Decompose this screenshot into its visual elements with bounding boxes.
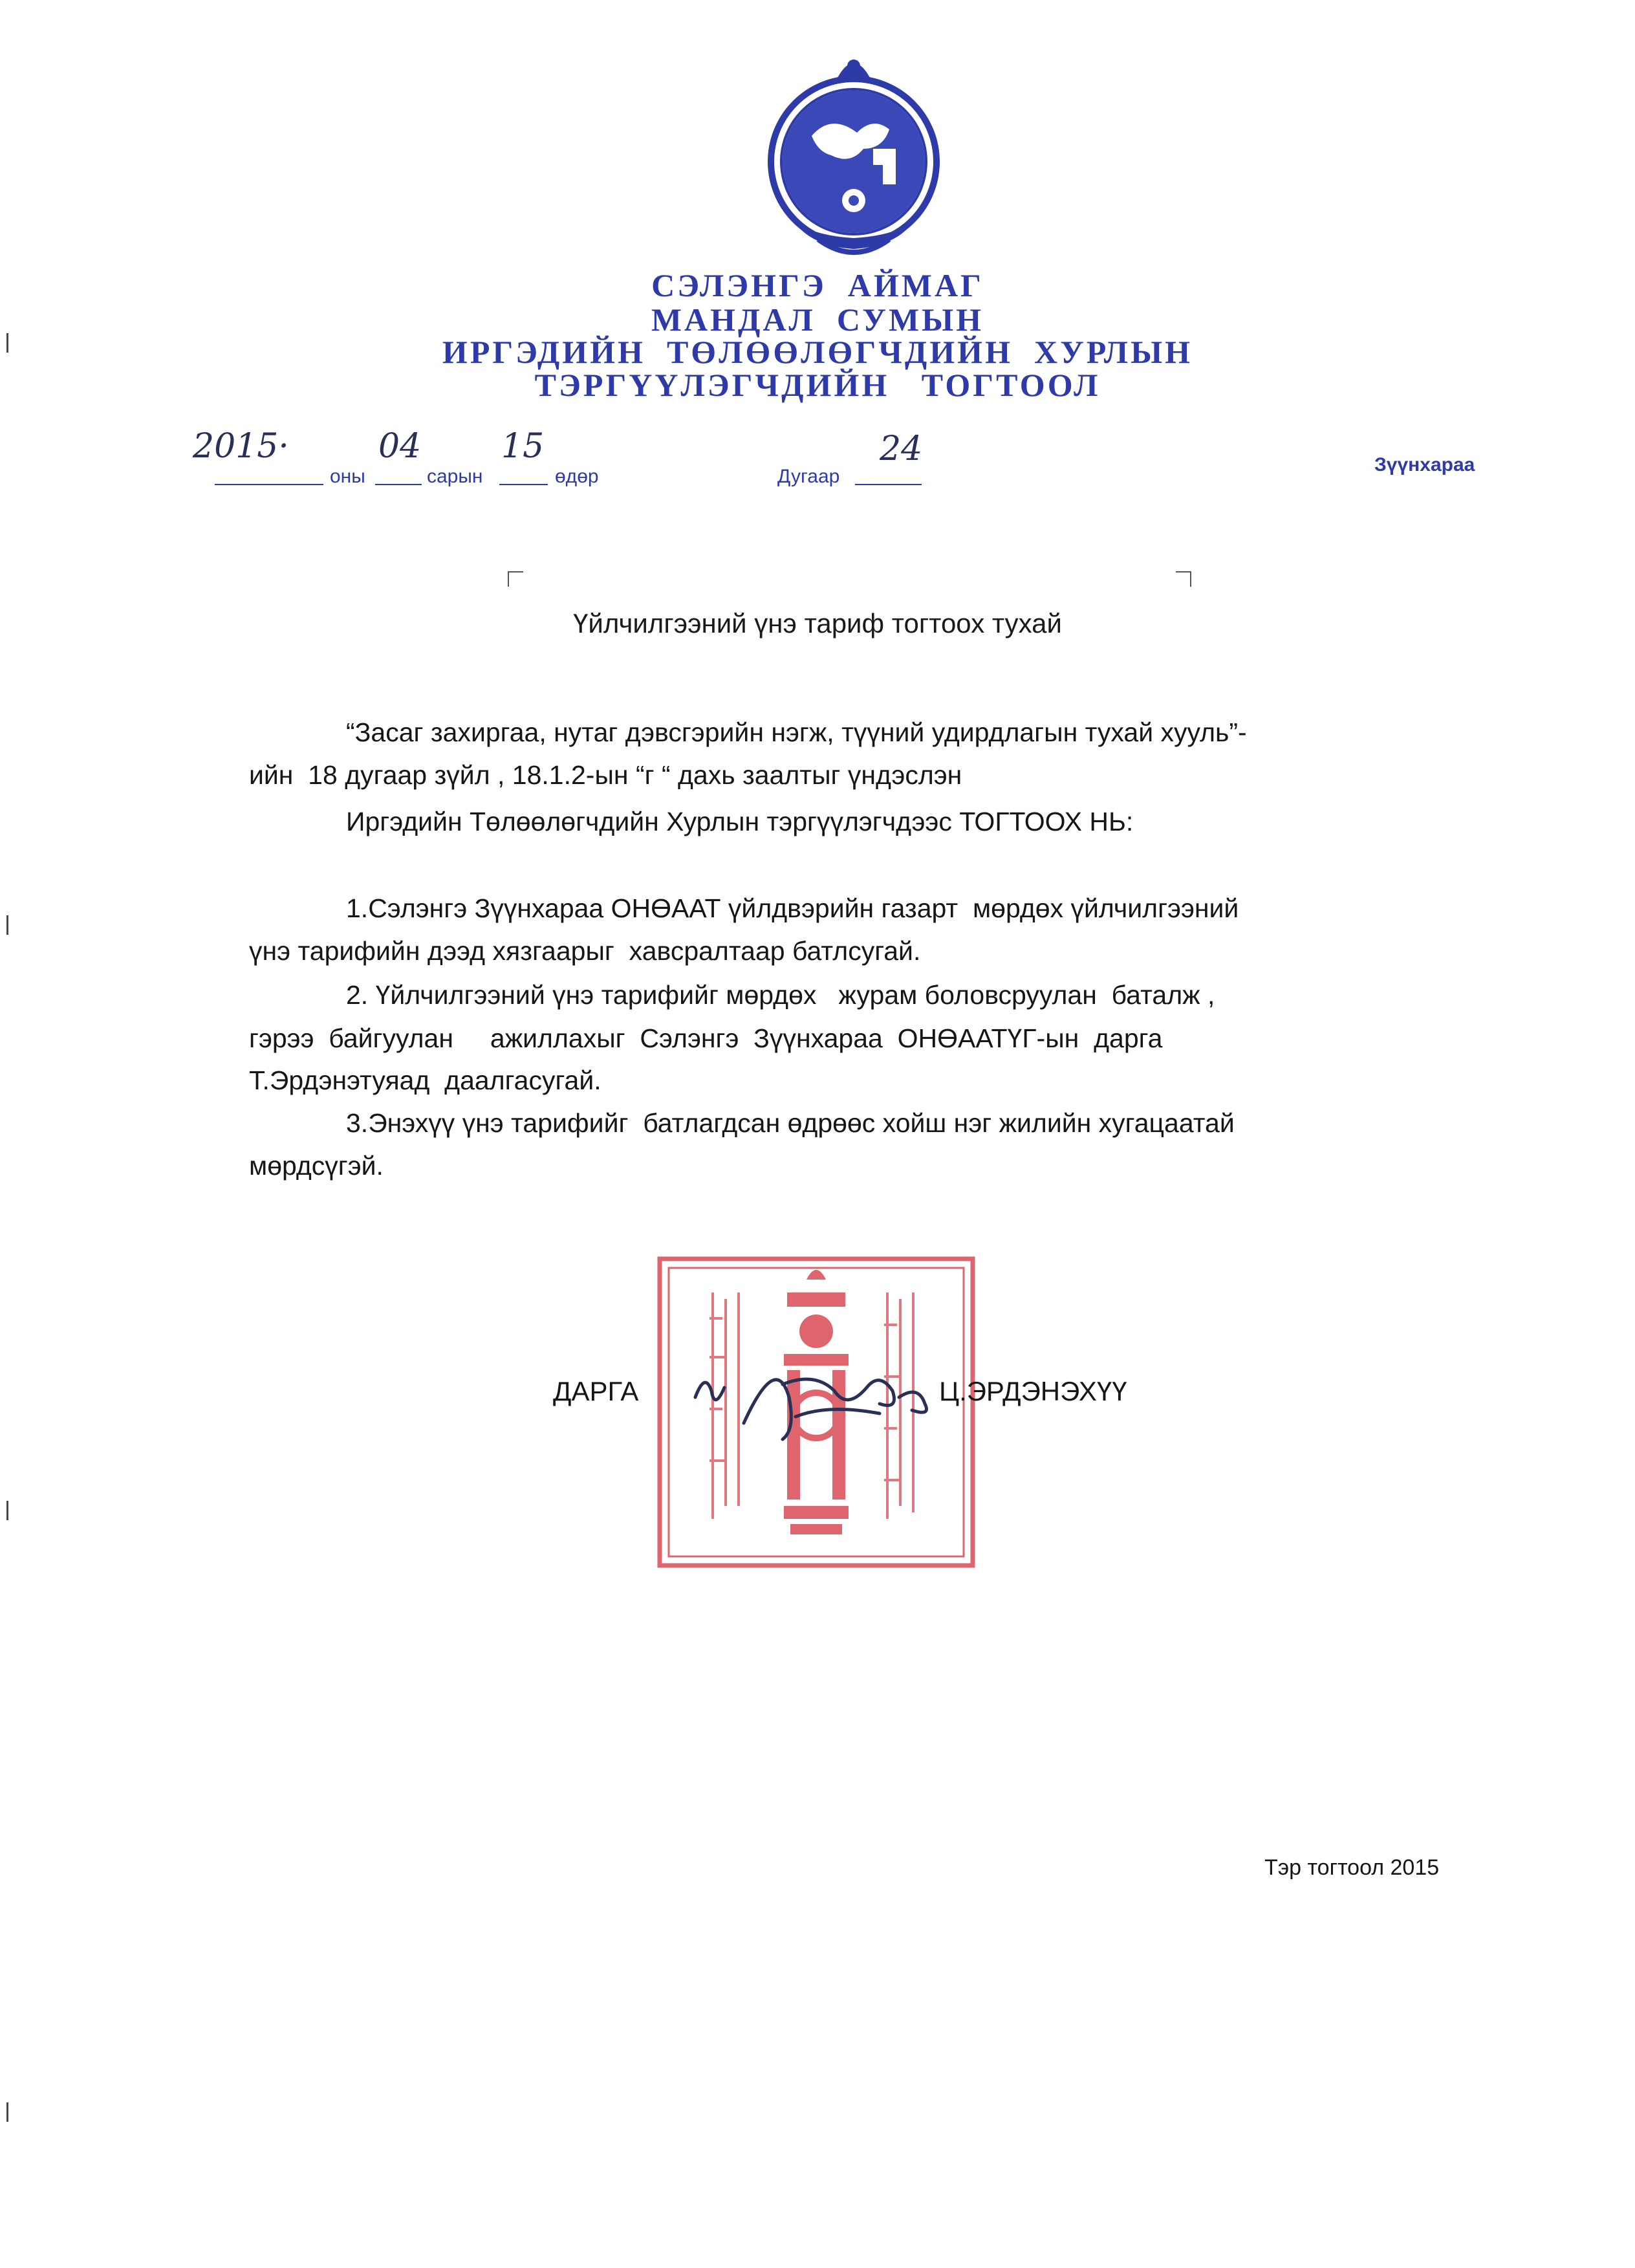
state-emblem-icon: [760, 52, 947, 265]
place-name: Зүүнхараа: [1374, 454, 1475, 475]
year-label: оны: [330, 466, 365, 487]
item1-line1: 1.Сэлэнгэ Зүүнхараа ОНӨААТ үйлдвэрийн газарт мөрдөх үйлчилгээний: [346, 893, 1239, 923]
margin-mark: [6, 1501, 8, 1520]
footer-note: Тэр тогтоол 2015: [1264, 1855, 1440, 1880]
item3-line2: мөрдсүгэй.: [249, 1151, 384, 1181]
item2-line1: 2. Үйлчилгээний үнэ тарифийг мөрдөх журам боловсруулан баталж ,: [346, 980, 1215, 1010]
margin-mark: [6, 2102, 8, 2122]
margin-mark: [6, 333, 8, 353]
margin-mark: [6, 915, 8, 935]
month-underline: [375, 484, 422, 485]
para1-line1: “Засаг захиргаа, нутаг дэвсгэрийн нэгж, түүний удирдлагын тухай хууль”-: [346, 717, 1247, 747]
handwritten-signature: [686, 1326, 944, 1456]
item2-line3: Т.Эрдэнэтуяад даалгасугай.: [249, 1065, 601, 1095]
resolution-subject: Үйлчилгээний үнэ тариф тогтоох тухай: [573, 608, 1062, 638]
number-handwritten: 24: [880, 430, 923, 468]
header-sum: МАНДАЛ СУМЫН: [651, 301, 984, 338]
number-underline: [855, 484, 922, 485]
header-council: ИРГЭДИЙН ТӨЛӨӨЛӨГЧДИЙН ХУРЛЫН: [442, 334, 1193, 370]
header-aimag: СЭЛЭНГЭ АЙМАГ: [651, 267, 984, 303]
header-resolution: ТЭРГҮҮЛЭГЧДИЙН ТОГТООЛ: [534, 367, 1101, 403]
month-label: сарын: [427, 466, 483, 487]
para1-line2: ийн 18 дугаар зүйл , 18.1.2-ын “г “ дахь заалтыг үндэслэн: [249, 760, 962, 790]
number-label: Дугаар: [777, 466, 840, 487]
item1-line2: үнэ тарифийн дээд хязгаарыг хавсралтаар батлсугай.: [249, 936, 921, 966]
subject-corner-right: [1176, 571, 1191, 587]
day-underline: [499, 484, 548, 485]
year-underline: [215, 484, 323, 485]
signatory-name: Ц.ЭРДЭНЭХҮҮ: [939, 1376, 1127, 1406]
signatory-title: ДАРГА: [553, 1376, 639, 1406]
para2: Иргэдийн Төлөөлөгчдийн Хурлын тэргүүлэгчдээс ТОГТООХ НЬ:: [346, 807, 1134, 836]
subject-corner-left: [508, 571, 523, 587]
day-label: өдөр: [555, 466, 599, 487]
date-month-handwritten: 04: [378, 427, 422, 466]
date-day-handwritten: 15: [501, 427, 545, 466]
item3-line1: 3.Энэхүү үнэ тарифийг батлагдсан өдрөөс хойш нэг жилийн хугацаатай: [346, 1108, 1235, 1138]
date-year-handwritten: 2015·: [193, 427, 289, 466]
item2-line2: гэрээ байгуулан ажиллахыг Сэлэнгэ Зүүнхараа ОНӨААТҮГ-ын дарга: [249, 1023, 1163, 1053]
